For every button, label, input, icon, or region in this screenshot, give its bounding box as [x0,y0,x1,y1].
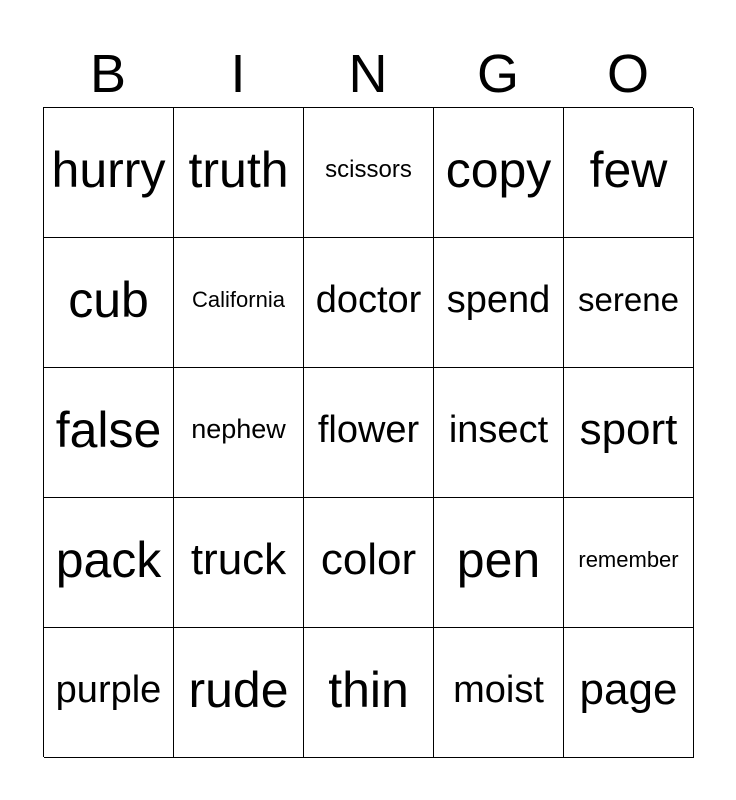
bingo-cell: insect [434,368,564,498]
bingo-board [43,107,693,757]
bingo-cell: truck [174,498,304,628]
bingo-cell: color [304,498,434,628]
bingo-cell: pack [44,498,174,628]
bingo-cell: flower [304,368,434,498]
header-letter-b: B [89,44,127,104]
bingo-cell: truth [174,108,304,238]
bingo-cell: nephew [174,368,304,498]
bingo-cell: cub [44,238,174,368]
bingo-cell: copy [434,108,564,238]
bingo-cell: purple [44,628,174,758]
bingo-cell: pen [434,498,564,628]
bingo-cell: spend [434,238,564,368]
bingo-cell: page [564,628,694,758]
bingo-cell: sport [564,368,694,498]
bingo-cell: serene [564,238,694,368]
bingo-cell: false [44,368,174,498]
header-letter-i: I [230,44,246,104]
bingo-cell: California [174,238,304,368]
bingo-cell: few [564,108,694,238]
header-letter-o: O [606,44,649,104]
bingo-cell: moist [434,628,564,758]
bingo-cell: thin [304,628,434,758]
bingo-cell: rude [174,628,304,758]
bingo-cell: doctor [304,238,434,368]
header-letter-n: N [348,44,388,104]
bingo-header [43,40,693,108]
bingo-cell: hurry [44,108,174,238]
bingo-cell: remember [564,498,694,628]
bingo-cell: scissors [304,108,434,238]
header-letter-g: G [476,44,519,104]
